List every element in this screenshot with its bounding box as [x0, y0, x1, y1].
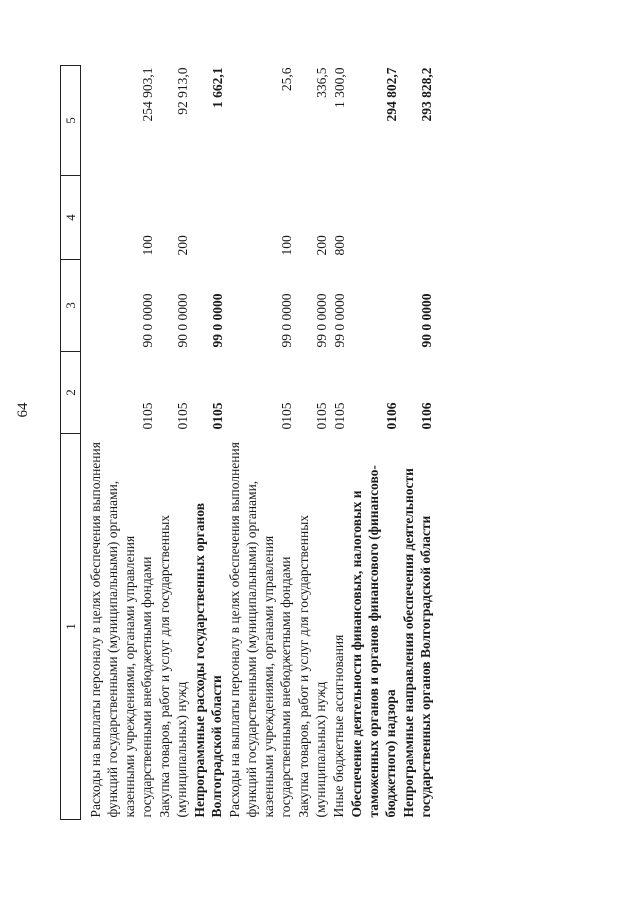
row-target-article: 99 0 0000	[210, 293, 225, 348]
row-target-article	[348, 260, 400, 352]
row-target-article: 99 0 0000	[332, 293, 347, 348]
row-section-code: 0105	[314, 402, 329, 430]
row-section-code: 0105	[210, 402, 225, 430]
row-name: Закупка товаров, работ и услуг для государственных (муниципальных) нужд	[157, 514, 189, 818]
row-amount: 293 828,2	[419, 67, 434, 122]
table-row	[191, 66, 226, 820]
table-row	[295, 66, 330, 820]
header-col-3: 3	[61, 260, 81, 352]
row-section-code: 0105	[332, 402, 347, 430]
row-section-code: 0105	[175, 402, 190, 430]
row-name: Закупка товаров, работ и услуг для государственных (муниципальных) нужд	[296, 514, 328, 818]
row-target-article: 90 0 0000	[419, 293, 434, 348]
header-col-1: 1	[61, 434, 81, 820]
row-section-code: 0106	[419, 402, 434, 430]
table-row	[348, 66, 400, 820]
row-name: Расходы на выплаты персоналу в целях обеспечения выполнения функций государственными (муниципальными) органами, казенными учреждениями, органами управления государственными внебюджетными фондами	[88, 442, 154, 818]
row-amount: 1 300,0	[332, 67, 347, 108]
budget-table	[60, 65, 435, 820]
row-name: Иные бюджетные ассигнования	[331, 634, 346, 818]
row-name: Непрограммные расходы государственных органов Волгоградской области	[192, 502, 224, 818]
row-target-article: 99 0 0000	[279, 293, 294, 348]
row-expense-kind	[348, 176, 400, 260]
row-section-code: 0105	[140, 402, 155, 430]
row-section-code: 0105	[279, 402, 294, 430]
rotated-page	[15, 0, 620, 820]
row-amount: 294 802,7	[384, 67, 399, 122]
row-target-article: 90 0 0000	[140, 293, 155, 348]
table-row	[226, 66, 295, 820]
row-expense-kind: 800	[332, 235, 347, 256]
header-col-2: 2	[61, 352, 81, 434]
row-expense-kind: 200	[314, 235, 329, 256]
row-target-article: 99 0 0000	[314, 293, 329, 348]
row-name: Непрограммные направления обеспечения деятельности государственных органов Волгоградской области	[401, 468, 433, 818]
table-row	[400, 66, 435, 820]
row-expense-kind	[400, 176, 435, 260]
row-amount: 25,6	[279, 67, 294, 92]
row-name: Обеспечение деятельности финансовых, налоговых и таможенных органов и органов финансового (финансово-бюджетного) надзора	[349, 465, 398, 818]
row-name: Расходы на выплаты персоналу в целях обеспечения выполнения функций государственными (муниципальными) органами, казенными учреждениями, органами управления государственными внебюджетными фондами	[227, 442, 293, 818]
row-expense-kind: 200	[175, 235, 190, 256]
table-row	[330, 66, 348, 820]
page-number: 64	[15, 402, 31, 418]
row-section-code: 0106	[384, 402, 399, 430]
row-amount: 92 913,0	[175, 67, 190, 115]
row-amount: 254 903,1	[140, 67, 155, 122]
header-col-5: 5	[61, 66, 81, 176]
row-expense-kind: 100	[140, 235, 155, 256]
table-row	[156, 66, 191, 820]
row-expense-kind: 100	[279, 235, 294, 256]
row-target-article: 90 0 0000	[175, 293, 190, 348]
header-col-4: 4	[61, 176, 81, 260]
header-row	[61, 66, 81, 820]
row-amount: 336,5	[314, 67, 329, 98]
row-expense-kind	[191, 176, 226, 260]
row-amount: 1 662,1	[210, 67, 225, 108]
table-row	[87, 66, 156, 820]
